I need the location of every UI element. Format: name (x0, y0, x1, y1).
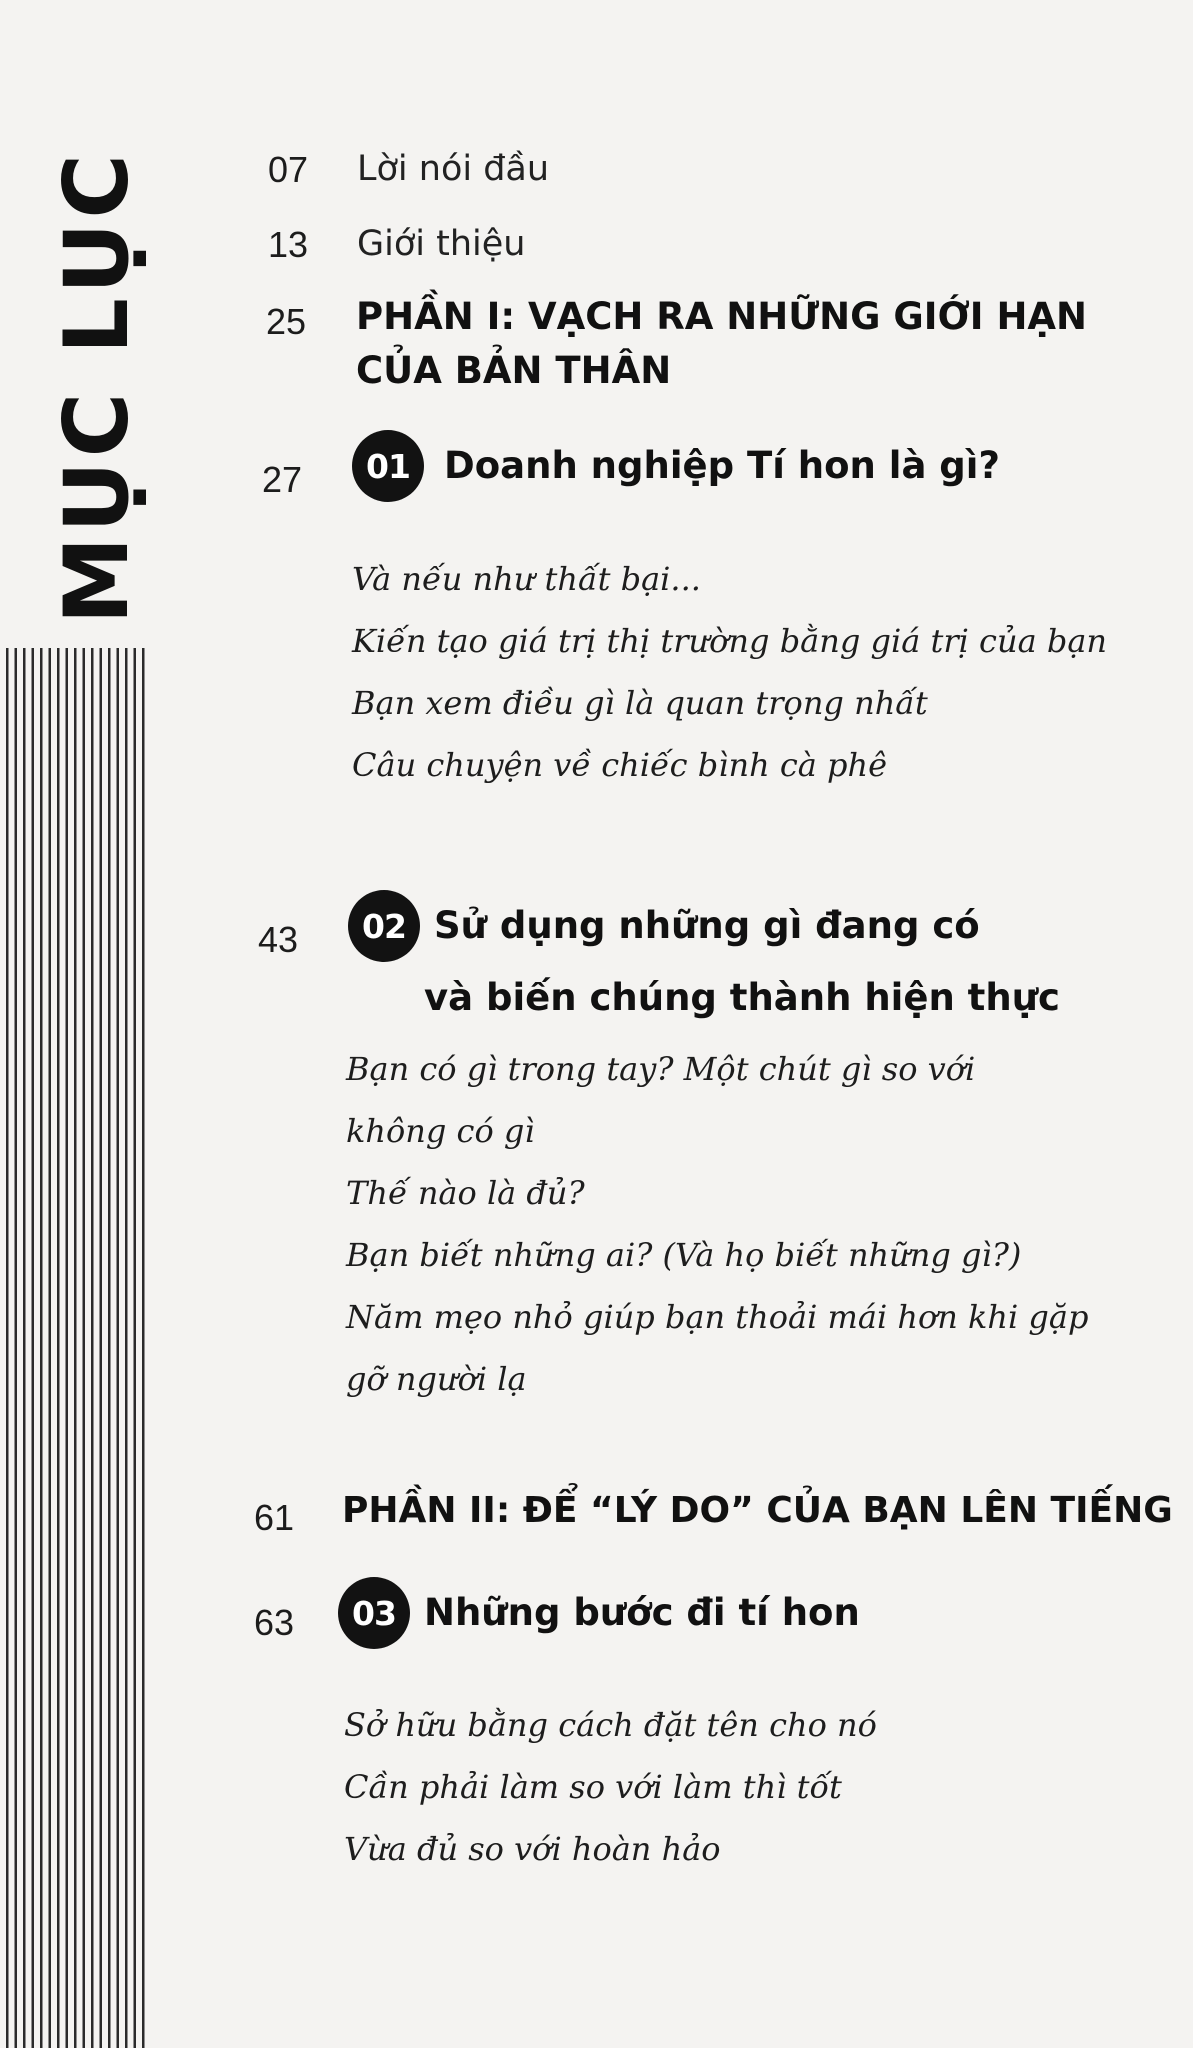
subsection-item: gỡ người lạ (346, 1360, 527, 1398)
entry-title: Lời nói đầu (357, 149, 550, 189)
page-number: 27 (262, 459, 303, 500)
subsection-item: không có gì (346, 1112, 535, 1150)
chapter-title: Những bước đi tí hon (424, 1591, 860, 1634)
page-number: 07 (268, 149, 309, 190)
chapter-03-subsections (344, 1694, 877, 1880)
page-number: 25 (266, 301, 307, 342)
chapter-02-subsections (346, 1038, 1088, 1410)
chapter-01-subsections (352, 548, 1107, 796)
subsection-item: Kiến tạo giá trị thị trường bằng giá trị của bạn (352, 622, 1107, 660)
page-number: 61 (254, 1497, 295, 1538)
subsection-item: Bạn có gì trong tay? Một chút gì so với (346, 1050, 976, 1088)
part-title (356, 290, 1087, 398)
chapter-number-badge: 01 (352, 430, 424, 502)
page-number: 63 (254, 1602, 295, 1643)
chapter-number-badge: 02 (348, 890, 420, 962)
chapter-title: Doanh nghiệp Tí hon là gì? (444, 444, 1000, 487)
part-title-line-2: CỦA BẢN THÂN (356, 349, 672, 392)
chapter-title-line-1: Sử dụng những gì đang có (434, 904, 980, 947)
subsection-item: Cần phải làm so với làm thì tốt (344, 1768, 842, 1806)
chapter-title-line-2: và biến chúng thành hiện thực (424, 976, 1060, 1019)
subsection-item: Vừa đủ so với hoàn hảo (344, 1830, 721, 1868)
subsection-item: Bạn biết những ai? (Và họ biết những gì?) (346, 1236, 1022, 1274)
part-title-line-1: PHẦN II: ĐỂ “LÝ DO” CỦA BẠN LÊN TIẾNG (342, 1490, 1173, 1531)
heading-text: MỤC LỤC (45, 150, 148, 625)
subsection-item: Bạn xem điều gì là quan trọng nhất (352, 684, 928, 722)
subsection-item: Và nếu như thất bại... (352, 560, 701, 598)
subsection-item: Năm mẹo nhỏ giúp bạn thoải mái hơn khi gặp (346, 1298, 1089, 1336)
chapter-number-badge: 03 (338, 1577, 410, 1649)
subsection-item: Câu chuyện về chiếc bình cà phê (352, 746, 888, 784)
subsection-item: Thế nào là đủ? (346, 1174, 585, 1212)
part-title-line-1: PHẦN I: VẠCH RA NHỮNG GIỚI HẠN (356, 295, 1088, 338)
part-title (342, 1484, 1173, 1538)
decorative-stripes (0, 648, 150, 2048)
page-number: 43 (258, 919, 299, 960)
subsection-item: Sở hữu bằng cách đặt tên cho nó (344, 1706, 877, 1744)
entry-title: Giới thiệu (357, 224, 526, 264)
page-number: 13 (268, 224, 309, 265)
